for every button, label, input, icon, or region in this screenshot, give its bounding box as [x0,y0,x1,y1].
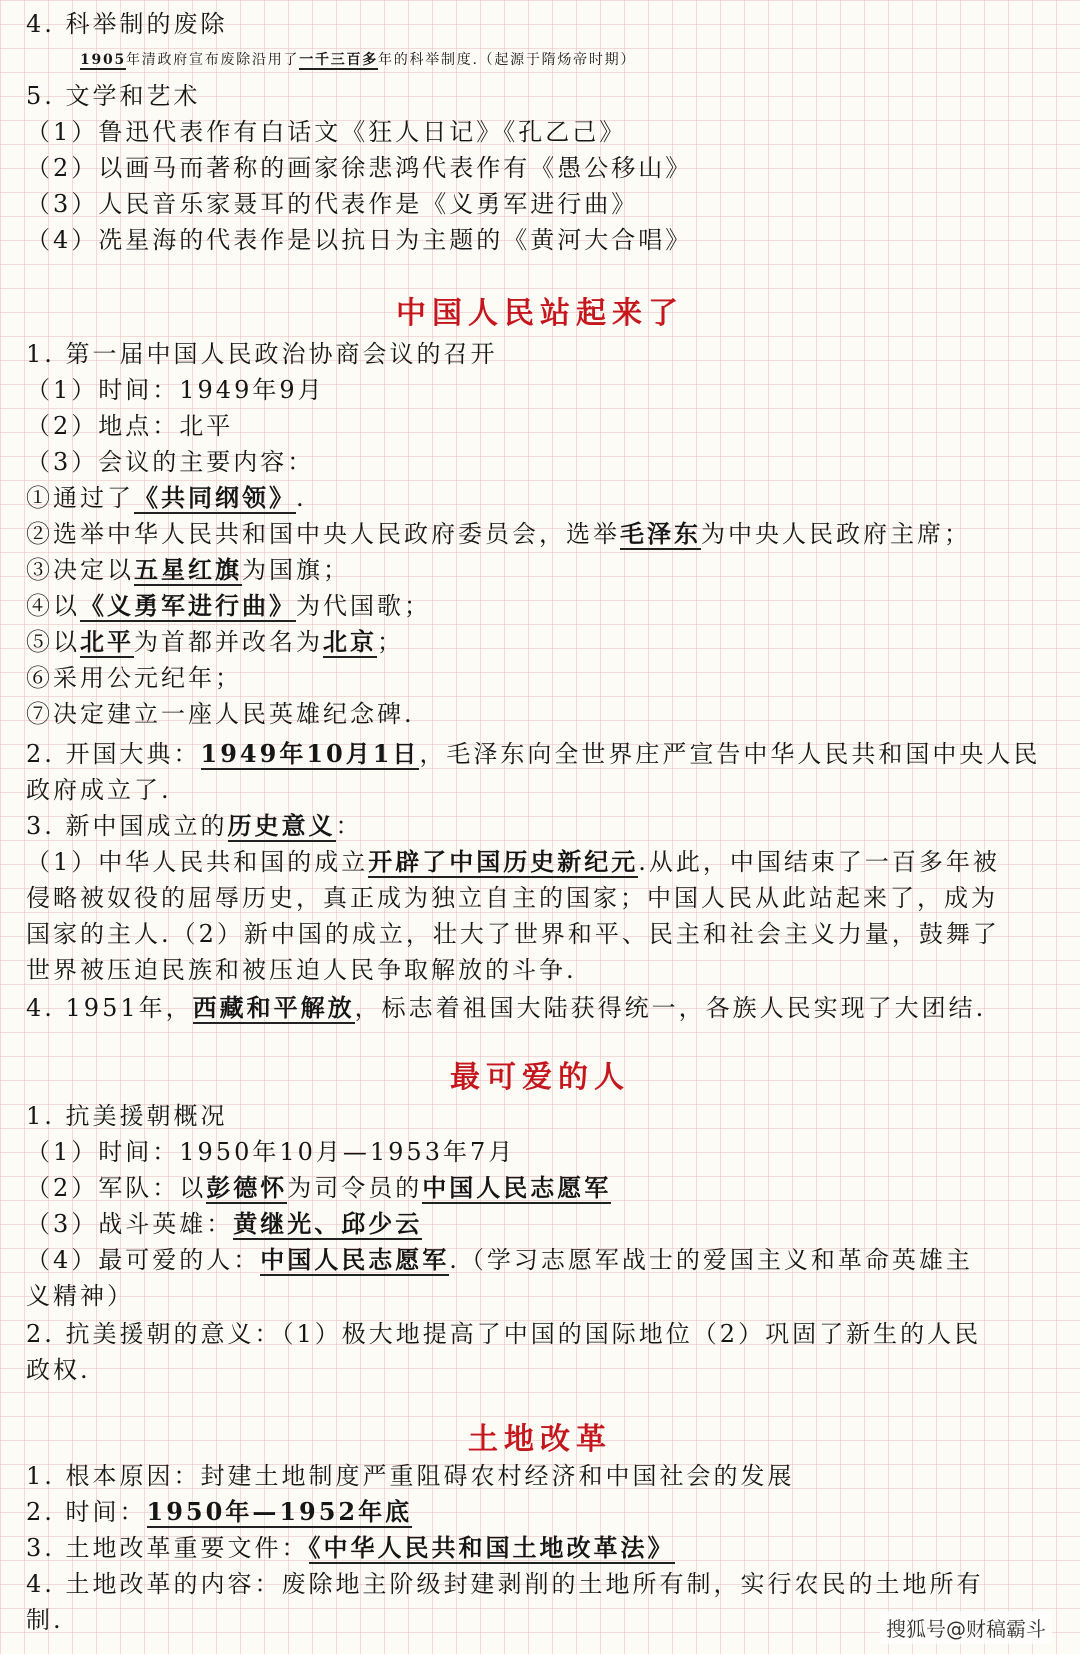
highlight-founding-date: 1949年10月1日 [200,739,420,768]
text: （2）军队：以 [26,1174,207,1202]
heading-keju: 4. 科举制的废除 [26,10,228,38]
war-heroes [26,1206,1056,1242]
text: ③决定以 [26,556,134,584]
highlight-beijing: 北京 [323,627,377,656]
highlight-reform-period: 1950年—1952年底 [146,1497,413,1526]
founding-ceremony-line [26,736,1056,772]
highlight-five-star-flag: 五星红旗 [134,555,242,584]
heading-cppcc: 1. 第一届中国人民政治协商会议的召开 [26,340,498,368]
text: ①通过了 [26,484,134,512]
text: ②选举中华人民共和国中央人民政府委员会，选举 [26,520,620,548]
text: 3. 新中国成立的 [26,812,228,840]
tibet-liberation-line [26,990,1056,1026]
item-nieer: （3）人民音乐家聂耳的代表作是《义勇军进行曲》 [26,190,639,218]
text: ，标志着祖国大陆获得统一，各族人民实现了大团结. [354,994,987,1022]
war-army [26,1170,1056,1206]
land-reform-content: 4. 土地改革的内容：废除地主阶级封建剥削的土地所有制，实行农民的土地所有 [26,1570,984,1598]
text: 2. 开国大典： [26,740,201,768]
highlight-common-program: 《共同纲领》 [134,483,296,512]
content-item-4 [26,588,1056,624]
text: 年清政府宣布废除沿用了 [125,52,300,68]
highlight-anthem: 《义勇军进行曲》 [80,591,296,620]
content-item-1 [26,480,1056,516]
highlight-heroes: 黄继光、邱少云 [233,1209,423,1238]
text: ； [377,628,404,656]
loveliest-people-line [26,1242,1056,1278]
text: ④以 [26,592,80,620]
heading-literature-art: 5. 文学和艺术 [26,82,201,110]
land-reform-content-cont: 制. [26,1606,64,1634]
founding-ceremony-cont: 政府成立了. [26,776,172,804]
highlight-new-era: 开辟了中国历史新纪元 [368,847,639,876]
text: （1）中华人民共和国的成立 [26,848,369,876]
item-luxun: （1）鲁迅代表作有白话文《狂人日记》《孔乙己》 [26,118,627,146]
war-time: （1）时间：1950年10月—1953年7月 [26,1138,516,1166]
land-reform-document [26,1530,1056,1566]
significance-line-1 [26,844,1056,880]
text: ： [335,812,363,840]
text: （4）最可爱的人： [26,1246,261,1274]
significance-heading [26,808,1056,844]
significance-line-3: 国家的主人.（2）新中国的成立，壮大了世界和平、民主和社会主义力量，鼓舞了 [26,920,1000,948]
text: 为中央人民政府主席； [701,520,971,548]
content-item-5 [26,624,1056,660]
keju-abolition-line [80,42,1080,78]
cppcc-content-heading: （3）会议的主要内容： [26,448,315,476]
text: 3. 土地改革重要文件： [26,1534,309,1562]
text: ，毛泽东向全世界庄严宣告中华人民共和国中央人民 [419,740,1041,768]
highlight-tibet: 西藏和平解放 [192,993,355,1022]
war-significance-line: 2. 抗美援朝的意义：（1）极大地提高了中国的国际地位（2）巩固了新生的人民 [26,1320,982,1348]
text: 为首都并改名为 [134,628,323,656]
loveliest-people-cont: 义精神） [26,1282,134,1310]
text: 4. 1951年， [26,994,193,1022]
content-item-2 [26,516,1056,552]
text: （3）战斗英雄： [26,1210,234,1238]
highlight-volunteer-army: 中国人民志愿军 [422,1173,612,1202]
land-reform-time [26,1494,1056,1530]
section-title-land-reform: 土地改革 [468,1422,612,1457]
text: 年的科举制度.（起源于隋炀帝时期） [377,52,637,68]
highlight-pengdehuai: 彭德怀 [206,1173,288,1202]
highlight-1300-years: 一千三百多 [299,52,378,68]
item-xubeihong: （2）以画马而著称的画家徐悲鸿代表作有《愚公移山》 [26,154,693,182]
highlight-historical-significance: 历史意义 [227,811,336,840]
text: 为国旗； [242,556,350,584]
year-1905: 1905 [80,52,126,68]
watermark: 搜狐号@财稿霸斗 [880,1611,1052,1644]
significance-line-2: 侵略被奴役的屈辱历史，真正成为独立自主的国家；中国人民从此站起来了，成为 [26,884,998,912]
significance-line-4: 世界被压迫民族和被压迫人民争取解放的斗争. [26,956,577,984]
text: 2. 时间： [26,1498,147,1526]
text: 为代国歌； [296,592,431,620]
text: 为司令员的 [287,1174,423,1202]
item-xianxinghai: （4）冼星海的代表作是以抗日为主题的《黄河大合唱》 [26,226,693,254]
highlight-beiping: 北平 [80,627,134,656]
highlight-land-reform-law: 《中华人民共和国土地改革法》 [308,1533,675,1562]
highlight-maozedong: 毛泽东 [620,519,701,548]
content-item-7: ⑦决定建立一座人民英雄纪念碑. [26,700,415,728]
highlight-volunteer-army-2: 中国人民志愿军 [260,1245,450,1274]
land-reform-cause: 1. 根本原因：封建土地制度严重阻碍农村经济和中国社会的发展 [26,1462,795,1490]
text: .（学习志愿军战士的爱国主义和革命英雄主 [449,1246,973,1274]
cppcc-time: （1）时间：1949年9月 [26,376,325,404]
content-item-6: ⑥采用公元纪年； [26,664,242,692]
cppcc-place: （2）地点：北平 [26,412,234,440]
section-title-standing-up: 中国人民站起来了 [396,296,684,331]
content-item-3 [26,552,1056,588]
heading-korean-war: 1. 抗美援朝概况 [26,1102,228,1130]
war-significance-cont: 政权. [26,1356,91,1384]
text: .从此，中国结束了一百多年被 [638,848,1000,876]
text: ⑤以 [26,628,80,656]
text: . [296,484,307,512]
section-title-loveliest-people: 最可爱的人 [450,1060,630,1095]
